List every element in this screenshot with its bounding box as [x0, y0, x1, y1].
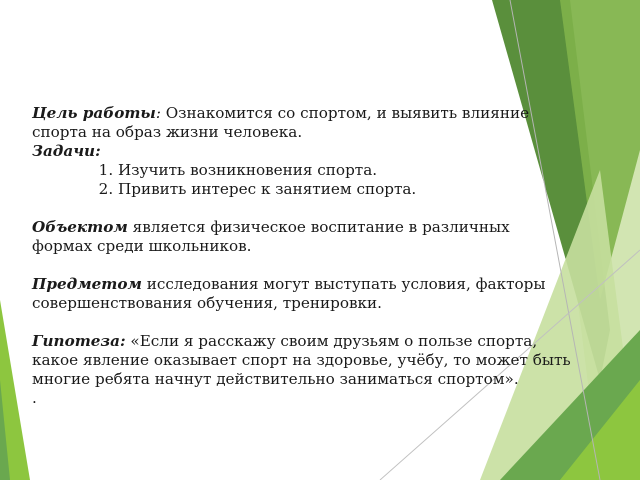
- hypothesis-paragraph: [32, 332, 572, 389]
- slide-body: [32, 104, 572, 408]
- goal-label: Цель работы: [32, 104, 156, 122]
- task-item-1: 1. Изучить возникновения спорта.: [118, 161, 572, 180]
- tasks-list: [32, 161, 572, 199]
- goal-text: Ознакомится со спортом, и выявить влияние спорта на образ жизни человека.: [32, 104, 530, 141]
- hypothesis-text: «Если я расскажу своим друзьям о пользе спорта, какое явление оказывает спорт на здоровье, учёбу, то может быть многие ребята начнут действительно заниматься спортом».: [32, 332, 571, 388]
- subject-paragraph: [32, 275, 572, 313]
- subject-text: исследования могут выступать условия, факторы совершенствования обучения, тренировки.: [32, 275, 546, 312]
- tasks-label: Задачи:: [32, 142, 101, 160]
- object-text: является физическое воспитание в различных формах среди школьников.: [32, 218, 510, 255]
- trailing-dot: .: [32, 389, 37, 407]
- subject-label: Предметом: [32, 275, 142, 293]
- hypothesis-label: Гипотеза:: [32, 332, 126, 350]
- object-paragraph: [32, 218, 572, 256]
- object-label: Объектом: [32, 218, 128, 236]
- tasks-heading: [32, 142, 572, 161]
- task-item-2: 2. Привить интерес к занятием спорта.: [118, 180, 572, 199]
- goal-paragraph: [32, 104, 572, 142]
- goal-colon: :: [155, 104, 161, 122]
